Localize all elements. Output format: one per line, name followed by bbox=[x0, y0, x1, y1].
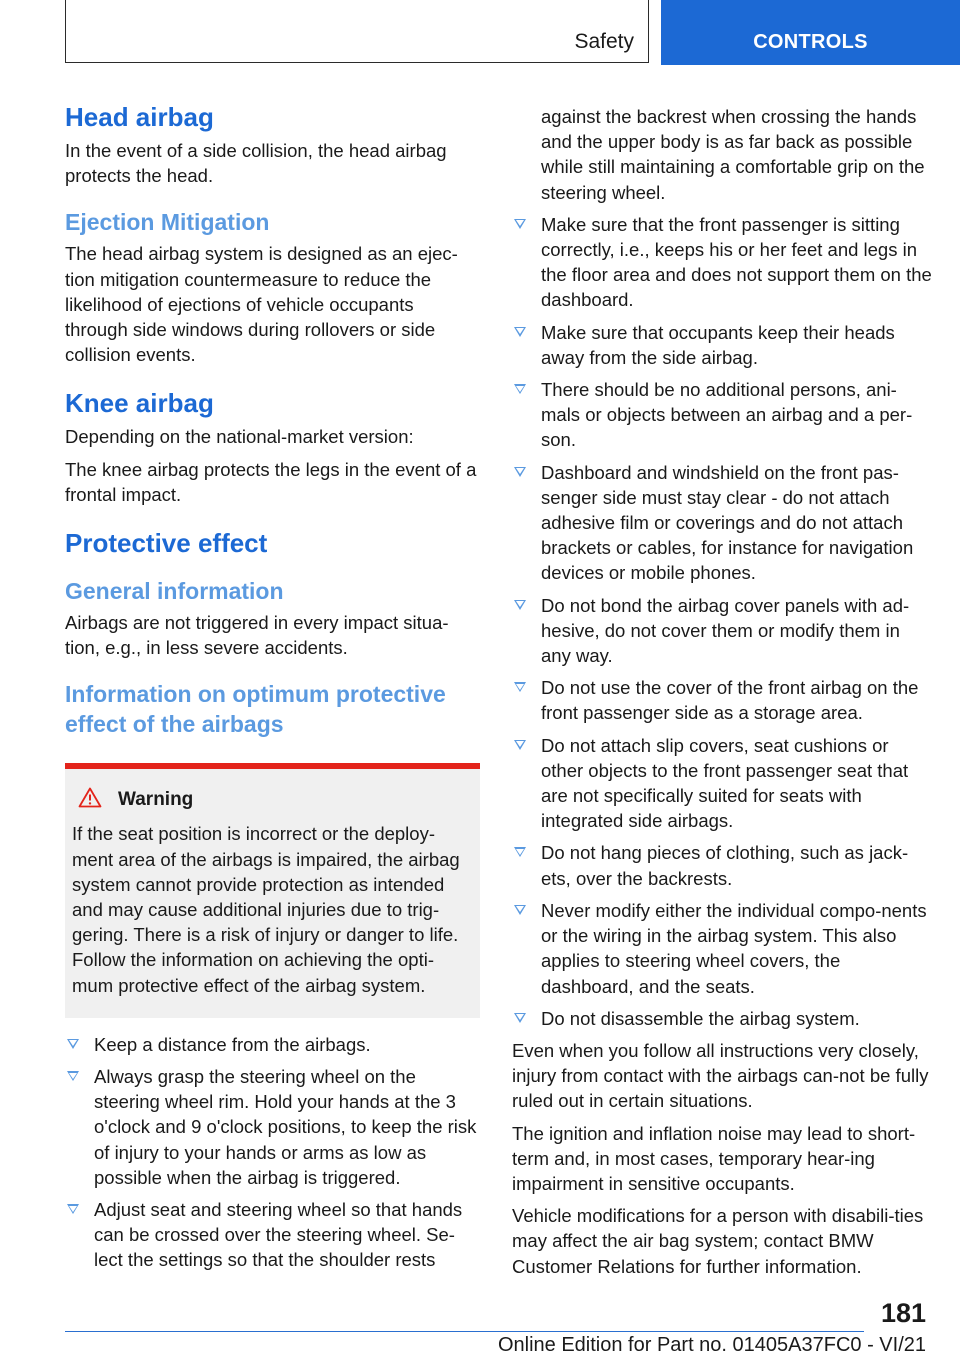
footer-divider bbox=[65, 1331, 864, 1332]
list-item: Make sure that occupants keep their heads away from the side airbag. bbox=[512, 320, 932, 370]
list-item-continuation: against the backrest when crossing the hands and the upper body is as far back as possible while still maintaining a comfortable grip on the steering wheel. bbox=[541, 106, 925, 203]
general-information-text: Airbags are not triggered in every impact situa-tion, e.g., in less severe accidents. bbox=[65, 612, 449, 659]
list-item: Never modify either the individual compo-nents or the wiring in the airbag system. This also applies to steering wheel covers, the dashboard, and the seats. bbox=[512, 898, 932, 999]
list-item: Always grasp the steering wheel on the steering wheel rim. Hold your hands at the 3 o'clock and 9 o'clock positions, to keep the risk of injury to your hands or arms as low as possible when the airbag is triggered. bbox=[65, 1064, 480, 1190]
bullet-triangle-icon bbox=[514, 905, 526, 915]
ejection-mitigation-text: The head airbag system is designed as an ejec-tion mitigation countermeasure to reduce the likelihood of ejections of vehicle occupants through side windows during rollovers or side collision events. bbox=[65, 243, 458, 366]
ejection-mitigation-heading: Ejection Mitigation bbox=[65, 209, 270, 236]
warning-title: Warning bbox=[118, 789, 194, 811]
bullet-triangle-icon bbox=[514, 682, 526, 692]
bullet-triangle-icon bbox=[67, 1039, 79, 1049]
warning-triangle-icon bbox=[78, 787, 102, 813]
left-bullet-list bbox=[65, 1032, 480, 1273]
list-item: Do not attach slip covers, seat cushions or other objects to the front passenger seat that are not specifically suited for seats with integrated side airbags. bbox=[512, 733, 932, 834]
list-item: Keep a distance from the airbags. bbox=[65, 1032, 480, 1057]
header-section-box bbox=[65, 0, 649, 63]
list-item: Do not disassemble the airbag system. bbox=[512, 1006, 932, 1031]
protective-effect-heading: Protective effect bbox=[65, 528, 268, 559]
header-chapter-tab: CONTROLS bbox=[661, 0, 960, 65]
header-section-title: Safety bbox=[574, 30, 634, 53]
list-item: Do not bond the airbag cover panels with ad-hesive, do not cover them or modify them in any way. bbox=[512, 593, 932, 669]
bullet-triangle-icon bbox=[514, 467, 526, 477]
bullet-triangle-icon bbox=[514, 847, 526, 857]
closing-paragraph-2: The ignition and inflation noise may lead to short-term and, in most cases, temporary hear-ing impairment in sensitive occupants. bbox=[512, 1122, 916, 1194]
knee-airbag-text-2: The knee airbag protects the legs in the event of a frontal impact. bbox=[65, 458, 477, 505]
list-item: Make sure that the front passenger is sitting correctly, i.e., keeps his or her feet and legs in the floor area and does not support them on the dashboard. bbox=[512, 212, 932, 313]
knee-airbag-heading: Knee airbag bbox=[65, 388, 214, 419]
bullet-triangle-icon bbox=[514, 600, 526, 610]
bullet-triangle-icon bbox=[514, 384, 526, 394]
right-bullet-list bbox=[512, 104, 932, 1031]
head-airbag-heading: Head airbag bbox=[65, 102, 214, 132]
list-item: Do not hang pieces of clothing, such as jack-ets, over the backrests. bbox=[512, 840, 932, 890]
footer-edition-text: Online Edition for Part no. 01405A37FC0 - VI/21 bbox=[497, 1334, 926, 1356]
warning-text: If the seat position is incorrect or the deploy-ment area of the airbags is impaired, the airbag system cannot provide protection as intended and may cause additional injuries due to trig-gering. There is a risk of injury or danger to life. Follow the information on achieving the opti-mum protective effect of the airbag system. bbox=[72, 823, 460, 996]
list-item: There should be no additional persons, ani-mals or objects between an airbag and a per-son. bbox=[512, 377, 932, 453]
head-airbag-text: In the event of a side collision, the head airbag protects the head. bbox=[65, 140, 447, 187]
left-column bbox=[65, 100, 480, 1280]
bullet-triangle-icon bbox=[514, 219, 526, 229]
list-item: Do not use the cover of the front airbag on the front passenger side as a storage area. bbox=[512, 675, 932, 725]
knee-airbag-text-1: Depending on the national-market version: bbox=[65, 426, 414, 448]
bullet-triangle-icon bbox=[514, 327, 526, 337]
list-item: Adjust seat and steering wheel so that hands can be crossed over the steering wheel. Se-lect the settings so that the shoulder rests bbox=[65, 1197, 480, 1273]
bullet-triangle-icon bbox=[67, 1204, 79, 1214]
bullet-triangle-icon bbox=[514, 1013, 526, 1023]
right-column bbox=[512, 104, 932, 1286]
warning-header bbox=[72, 787, 472, 813]
optimum-protective-effect-heading: Information on optimum protective effect of the airbags bbox=[65, 681, 446, 738]
general-information-heading: General information bbox=[65, 578, 284, 605]
bullet-triangle-icon bbox=[514, 740, 526, 750]
bullet-triangle-icon bbox=[67, 1071, 79, 1081]
warning-box bbox=[65, 763, 480, 1017]
closing-paragraph-3: Vehicle modifications for a person with disabili-ties may affect the air bag system; contact BMW Customer Relations for further information. bbox=[512, 1205, 924, 1277]
closing-paragraph-1: Even when you follow all instructions very closely, injury from contact with the airbags can-not be fully ruled out in certain situations. bbox=[512, 1039, 929, 1112]
page-number: 181 bbox=[880, 1298, 926, 1328]
list-item: Dashboard and windshield on the front pas-senger side must stay clear - do not attach adhesive film or coverings and do not attach brackets or cables, for instance for navigation devices or mobile phones. bbox=[512, 460, 932, 586]
